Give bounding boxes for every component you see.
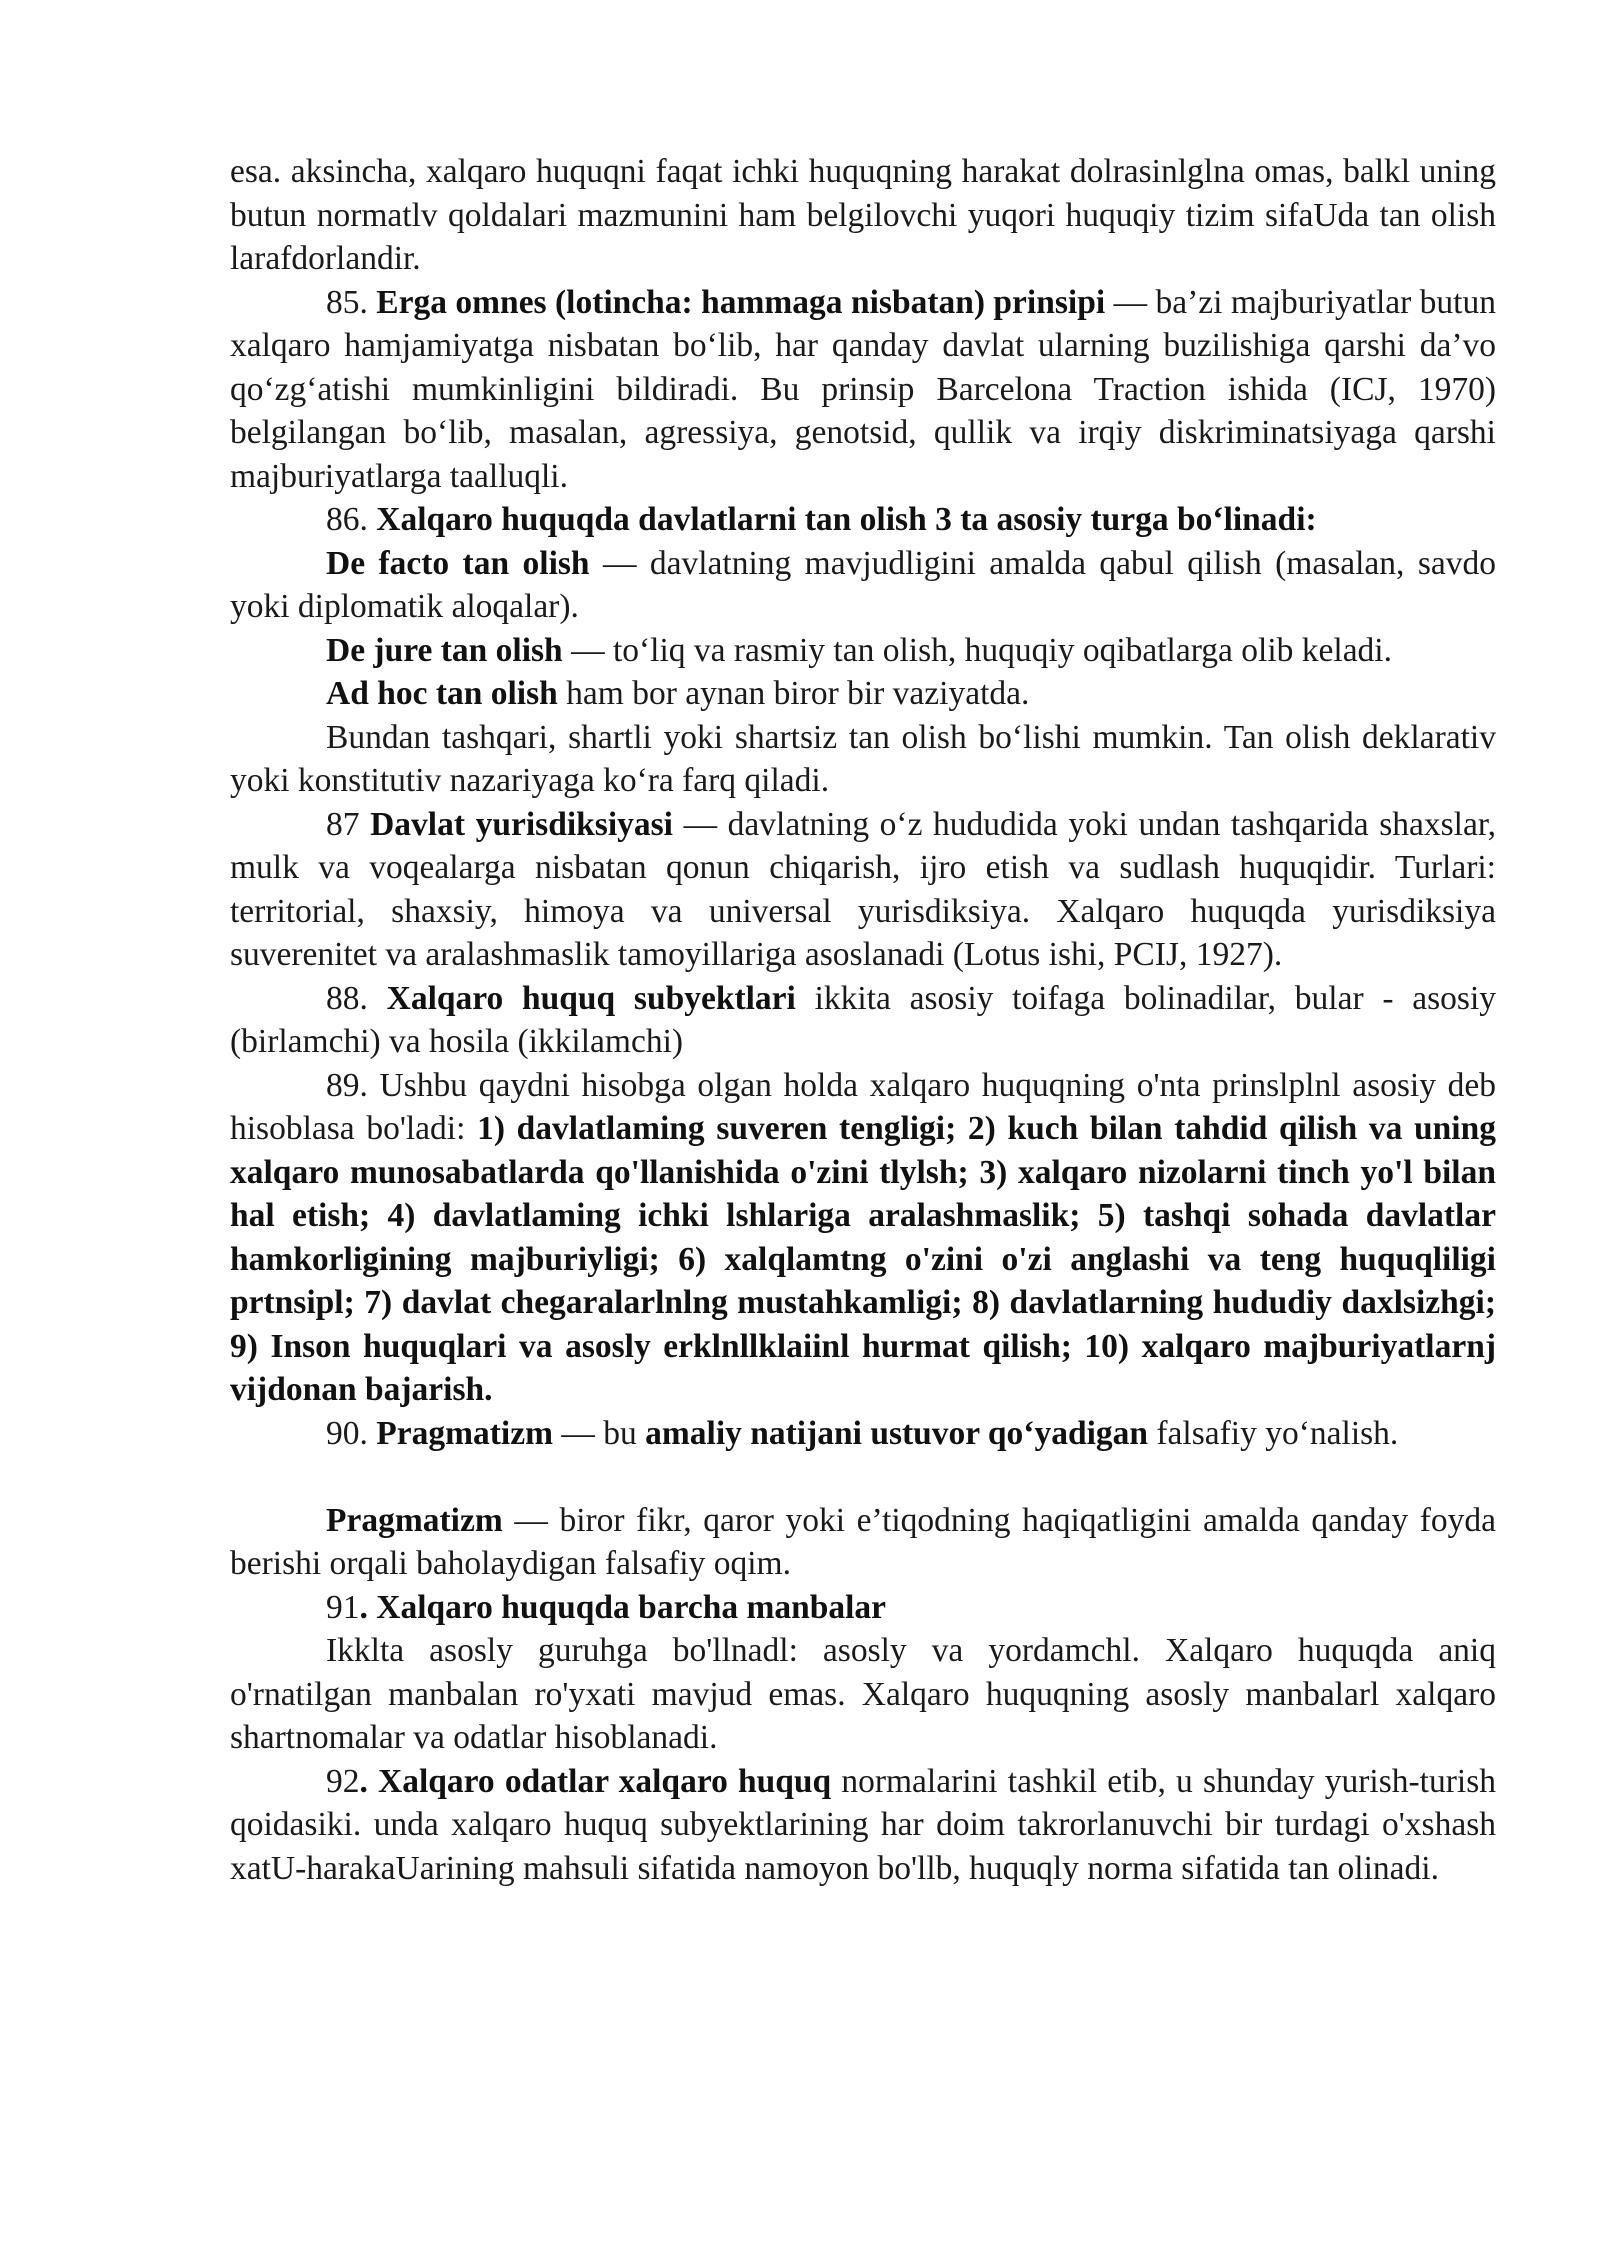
- bold-text-run: De jure tan olish: [326, 631, 563, 669]
- bold-text-run: Pragmatizm: [376, 1414, 553, 1452]
- paragraph-p90b: [230, 1499, 1496, 1586]
- text-run: 88.: [326, 979, 387, 1017]
- bold-text-run: Ad hoc tan olish: [326, 675, 558, 712]
- bold-text-run: Pragmatizm: [326, 1501, 503, 1539]
- paragraph-p86: [230, 498, 1496, 542]
- paragraph-p85: [230, 281, 1496, 499]
- text-run: falsafiy yo‘nalish.: [1148, 1414, 1399, 1452]
- paragraph-p88: [230, 977, 1496, 1064]
- paragraph-p91a: [230, 1629, 1496, 1760]
- text-run: — davlatning o‘z hududida yoki undan tashqarida shaxslar, mulk va voqealarga nisbatan qonun chiqarish, ijro etish va sudlash huquqidir. Turlari: territorial, shaxsiy, himoya va universal yurisdiksiya. Xalqaro huquqda yurisdiksiya suverenitet va aralashmaslik tamoyillariga asoslanadi (Lotus ishi, PCIJ, 1927).: [230, 805, 1497, 973]
- text-run: normalarini tashkil etib, u shunday yurish-turish qoidasiki. unda xalqaro huquq subyektlarining har doim takrorlanuvchi bir turdagi o'xshash xatU-harakaUarining mahsuli sifatida namoyon bo'llb, huquqly norma sifatida tan olinadi.: [230, 1762, 1496, 1887]
- paragraph-p91: [230, 1586, 1496, 1630]
- text-run: Ikklta asosly guruhga bo'llnadl: asosly va yordamchl. Xalqaro huquqda aniq o'rnatilgan manbalan ro'yxati mavjud emas. Xalqaro huquqning asosly manbalarl xalqaro shartnomalar va odatlar hisoblanadi.: [230, 1632, 1496, 1756]
- paragraph-p86c: [230, 672, 1496, 716]
- text-run: 92: [326, 1762, 360, 1800]
- paragraph-p90: [230, 1412, 1496, 1456]
- bold-text-run: . Xalqaro odatlar xalqaro huquq: [359, 1762, 832, 1800]
- paragraph-p87: [230, 803, 1496, 977]
- text-run: 90.: [326, 1414, 377, 1452]
- bold-text-run: Xalqaro huquqda davlatlarni tan olish 3 ta asosiy turga bo‘linadi:: [376, 501, 1317, 538]
- document-page: [230, 150, 1496, 1890]
- paragraph-p86d: [230, 716, 1496, 803]
- text-run: 85.: [326, 283, 377, 321]
- text-run: — davlatning mavjudligini amalda qabul qilish (masalan, savdo yoki diplomatik aloqalar).: [230, 544, 1496, 625]
- text-run: — ba’zi majburiyatlar butun xalqaro hamjamiyatga nisbatan bo‘lib, har qanday davlat ularning buzilishiga qarshi da’vo qo‘zg‘atishi mumkinligini bildiradi. Bu prinsip Barcelona Traction ishida (ICJ, 1970) belgilangan bo‘lib, masalan, agressiya, genotsid, qullik va irqiy diskriminatsiyaga qarshi majburiyatlarga taalluqli.: [230, 283, 1496, 495]
- text-run: — biror fikr, qaror yoki e’tiqodning haqiqatligini amalda qanday foyda berishi orqali baholaydigan falsafiy oqim.: [230, 1501, 1496, 1582]
- paragraph-p86b: [230, 629, 1496, 673]
- text-run: — to‘liq va rasmiy tan olish, huquqiy oqibatlarga olib keladi.: [562, 631, 1392, 669]
- blank-line: [230, 1455, 1496, 1499]
- bold-text-run: 1) davlatlaming suveren tengligi; 2) kuch bilan tahdid qilish va uning xalqaro munosabatlarda qo'llanishida o'zini tlylsh; 3) xalqaro nizolarni tinch yo'l bilan hal etish; 4) davlatlaming ichki lshlariga aralashmaslik; 5) tashqi sohada davlatlar hamkorligining majburiyligi; 6) xalqlamtng o'zini o'zi anglashi va teng huquqliligi prtnsipl; 7) davlat chegaralarlnlng mustahkamligi; 8) davlatlarning hududiy daxlsizhgi; 9) Inson huquqlari va asosly erklnllklaiinl hurmat qilish; 10) xalqaro majburiyatlarnj vijdonan bajarish.: [230, 1110, 1496, 1408]
- text-run: 89. Ushbu qaydni hisobga olgan holda xalqaro huquqning o'nta prinslplnl asosiy deb hisoblasa bo'ladi:: [230, 1066, 1496, 1147]
- text-run: 87: [326, 805, 371, 843]
- text-run: ikkita asosiy toifaga bolinadilar, bular - asosiy (birlamchi) va hosila (ikkilamchi): [230, 979, 1496, 1060]
- bold-text-run: amaliy natijani ustuvor qo‘yadigan: [645, 1414, 1149, 1452]
- text-run: — bu: [552, 1414, 646, 1452]
- bold-text-run: Erga omnes (lotincha: hammaga nisbatan) prinsipi: [376, 283, 1106, 321]
- paragraph-p86a: [230, 542, 1496, 629]
- paragraph-p89: [230, 1064, 1496, 1412]
- bold-text-run: De facto tan olish: [326, 544, 590, 582]
- text-run: 86.: [326, 501, 377, 538]
- bold-text-run: Davlat yurisdiksiyasi: [370, 805, 673, 843]
- text-run: Bundan tashqari, shartli yoki shartsiz tan olish bo‘lishi mumkin. Tan olish deklarativ yoki konstitutiv nazariyaga ko‘ra farq qiladi.: [230, 718, 1496, 799]
- text-run: ham bor aynan biror bir vaziyatda.: [557, 675, 1030, 712]
- bold-text-run: . Xalqaro huquqda barcha manbalar: [359, 1588, 887, 1626]
- text-run: 91: [326, 1588, 360, 1626]
- paragraph-p0: [230, 150, 1496, 281]
- bold-text-run: Xalqaro huquq subyektlari: [386, 979, 796, 1017]
- paragraph-p92: [230, 1760, 1496, 1891]
- text-run: esa. aksincha, xalqaro huquqni faqat ichki huquqning harakat dolrasinlglna omas, balkl uning butun normatlv qoldalari mazmunini ham belgilovchi yuqori huquqiy tizim sifaUda tan olish larafdorlandir.: [230, 153, 1496, 277]
